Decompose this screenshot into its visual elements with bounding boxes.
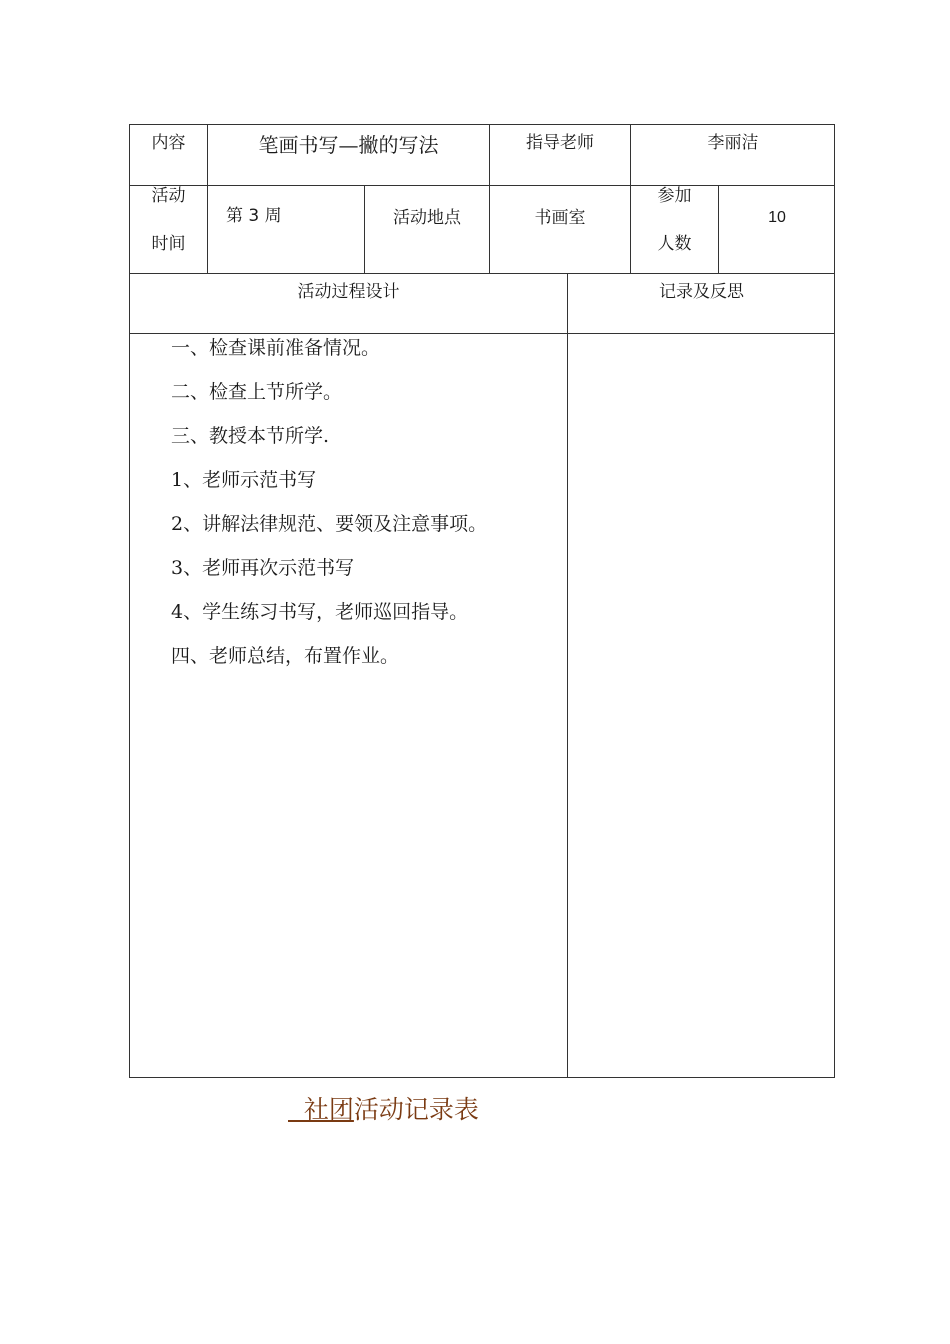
- title-rest: 活动记录表: [353, 1095, 479, 1124]
- list-item: 1、老师示范书写: [171, 469, 317, 491]
- list-item: 3、老师再次示范书写: [171, 557, 355, 579]
- time-value: 第 3 周: [208, 186, 365, 274]
- time-label-line1: 活动: [151, 186, 186, 206]
- title-underlined-part: 社团: [288, 1095, 354, 1124]
- reflection-body: [568, 334, 835, 1077]
- design-header: 活动过程设计: [130, 274, 568, 334]
- time-label: [130, 186, 208, 274]
- activity-steps: [171, 333, 561, 685]
- place-label: 活动地点: [365, 186, 490, 274]
- list-item: 二、检查上节所学。: [171, 381, 343, 403]
- teacher-value: 李丽洁: [631, 125, 835, 186]
- list-item: 一、检查课前准备情况。: [171, 337, 381, 359]
- content-value: 笔画书写—撇的写法: [208, 125, 490, 186]
- list-item: 四、老师总结，布置作业。: [171, 645, 400, 667]
- list-item: 三、教授本节所学.: [171, 425, 330, 447]
- count-label-line2: 人数: [657, 234, 692, 254]
- content-label: 内容: [130, 125, 208, 186]
- list-item: 4、学生练习书写，老师巡回指导。: [171, 601, 469, 623]
- count-label: [631, 186, 719, 274]
- page-title: [288, 1090, 479, 1126]
- list-item: 2、讲解法律规范、要领及注意事项。: [171, 513, 488, 535]
- teacher-label: 指导老师: [490, 125, 631, 186]
- count-value: 10: [719, 186, 835, 274]
- place-value: 书画室: [490, 186, 631, 274]
- reflection-header: 记录及反思: [568, 274, 835, 334]
- time-label-line2: 时间: [151, 234, 186, 254]
- count-label-line1: 参加: [657, 186, 692, 206]
